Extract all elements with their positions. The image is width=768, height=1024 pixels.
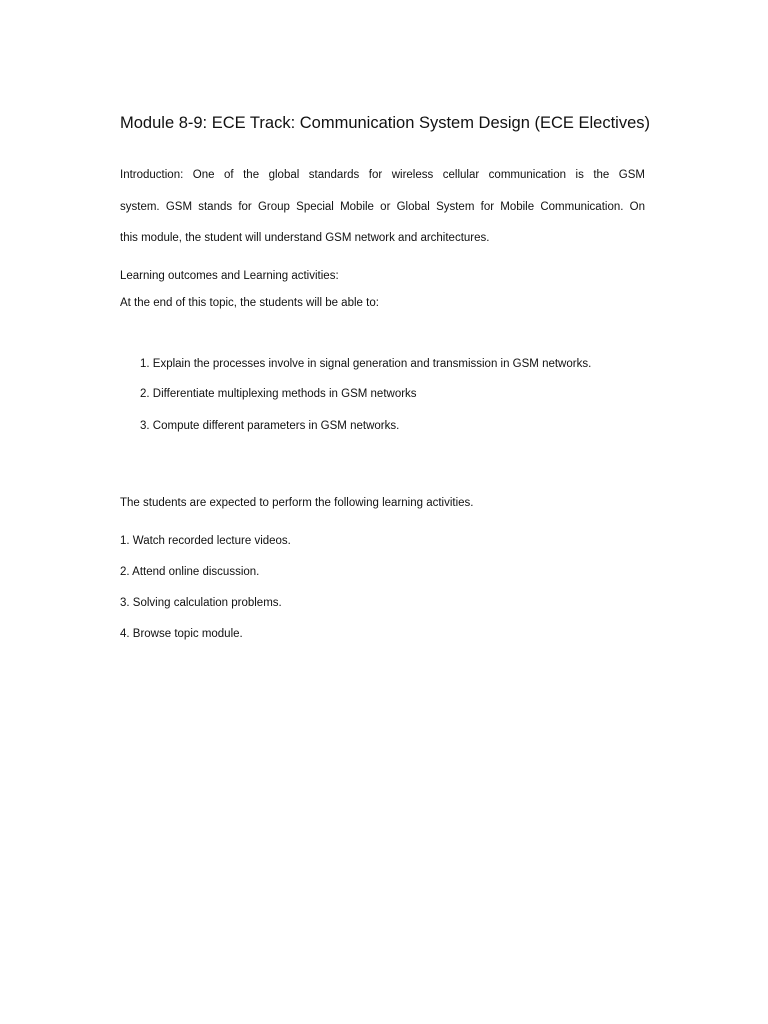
activities-intro: The students are expected to perform the following learning activities.	[120, 497, 474, 509]
outcome-item-3: 3. Compute different parameters in GSM networks.	[140, 420, 400, 432]
outcome-item-1: 1. Explain the processes involve in signal generation and transmission in GSM networks.	[140, 358, 592, 370]
intro-line-2: system. GSM stands for Group Special Mobile or Global System for Mobile Communication. On	[120, 201, 645, 213]
outcome-item-2: 2. Differentiate multiplexing methods in GSM networks	[140, 388, 417, 400]
activity-item-4: 4. Browse topic module.	[120, 628, 243, 640]
activity-item-1: 1. Watch recorded lecture videos.	[120, 535, 291, 547]
activity-item-3: 3. Solving calculation problems.	[120, 597, 282, 609]
outcomes-heading: Learning outcomes and Learning activities:	[120, 270, 339, 282]
document-title: Module 8-9: ECE Track: Communication System Design (ECE Electives)	[120, 114, 651, 132]
intro-line-3: this module, the student will understand GSM network and architectures.	[120, 232, 490, 244]
outcomes-intro: At the end of this topic, the students will be able to:	[120, 297, 379, 309]
intro-line-1: Introduction: One of the global standards for wireless cellular communication is the GSM	[120, 169, 645, 181]
activity-item-2: 2. Attend online discussion.	[120, 566, 260, 578]
